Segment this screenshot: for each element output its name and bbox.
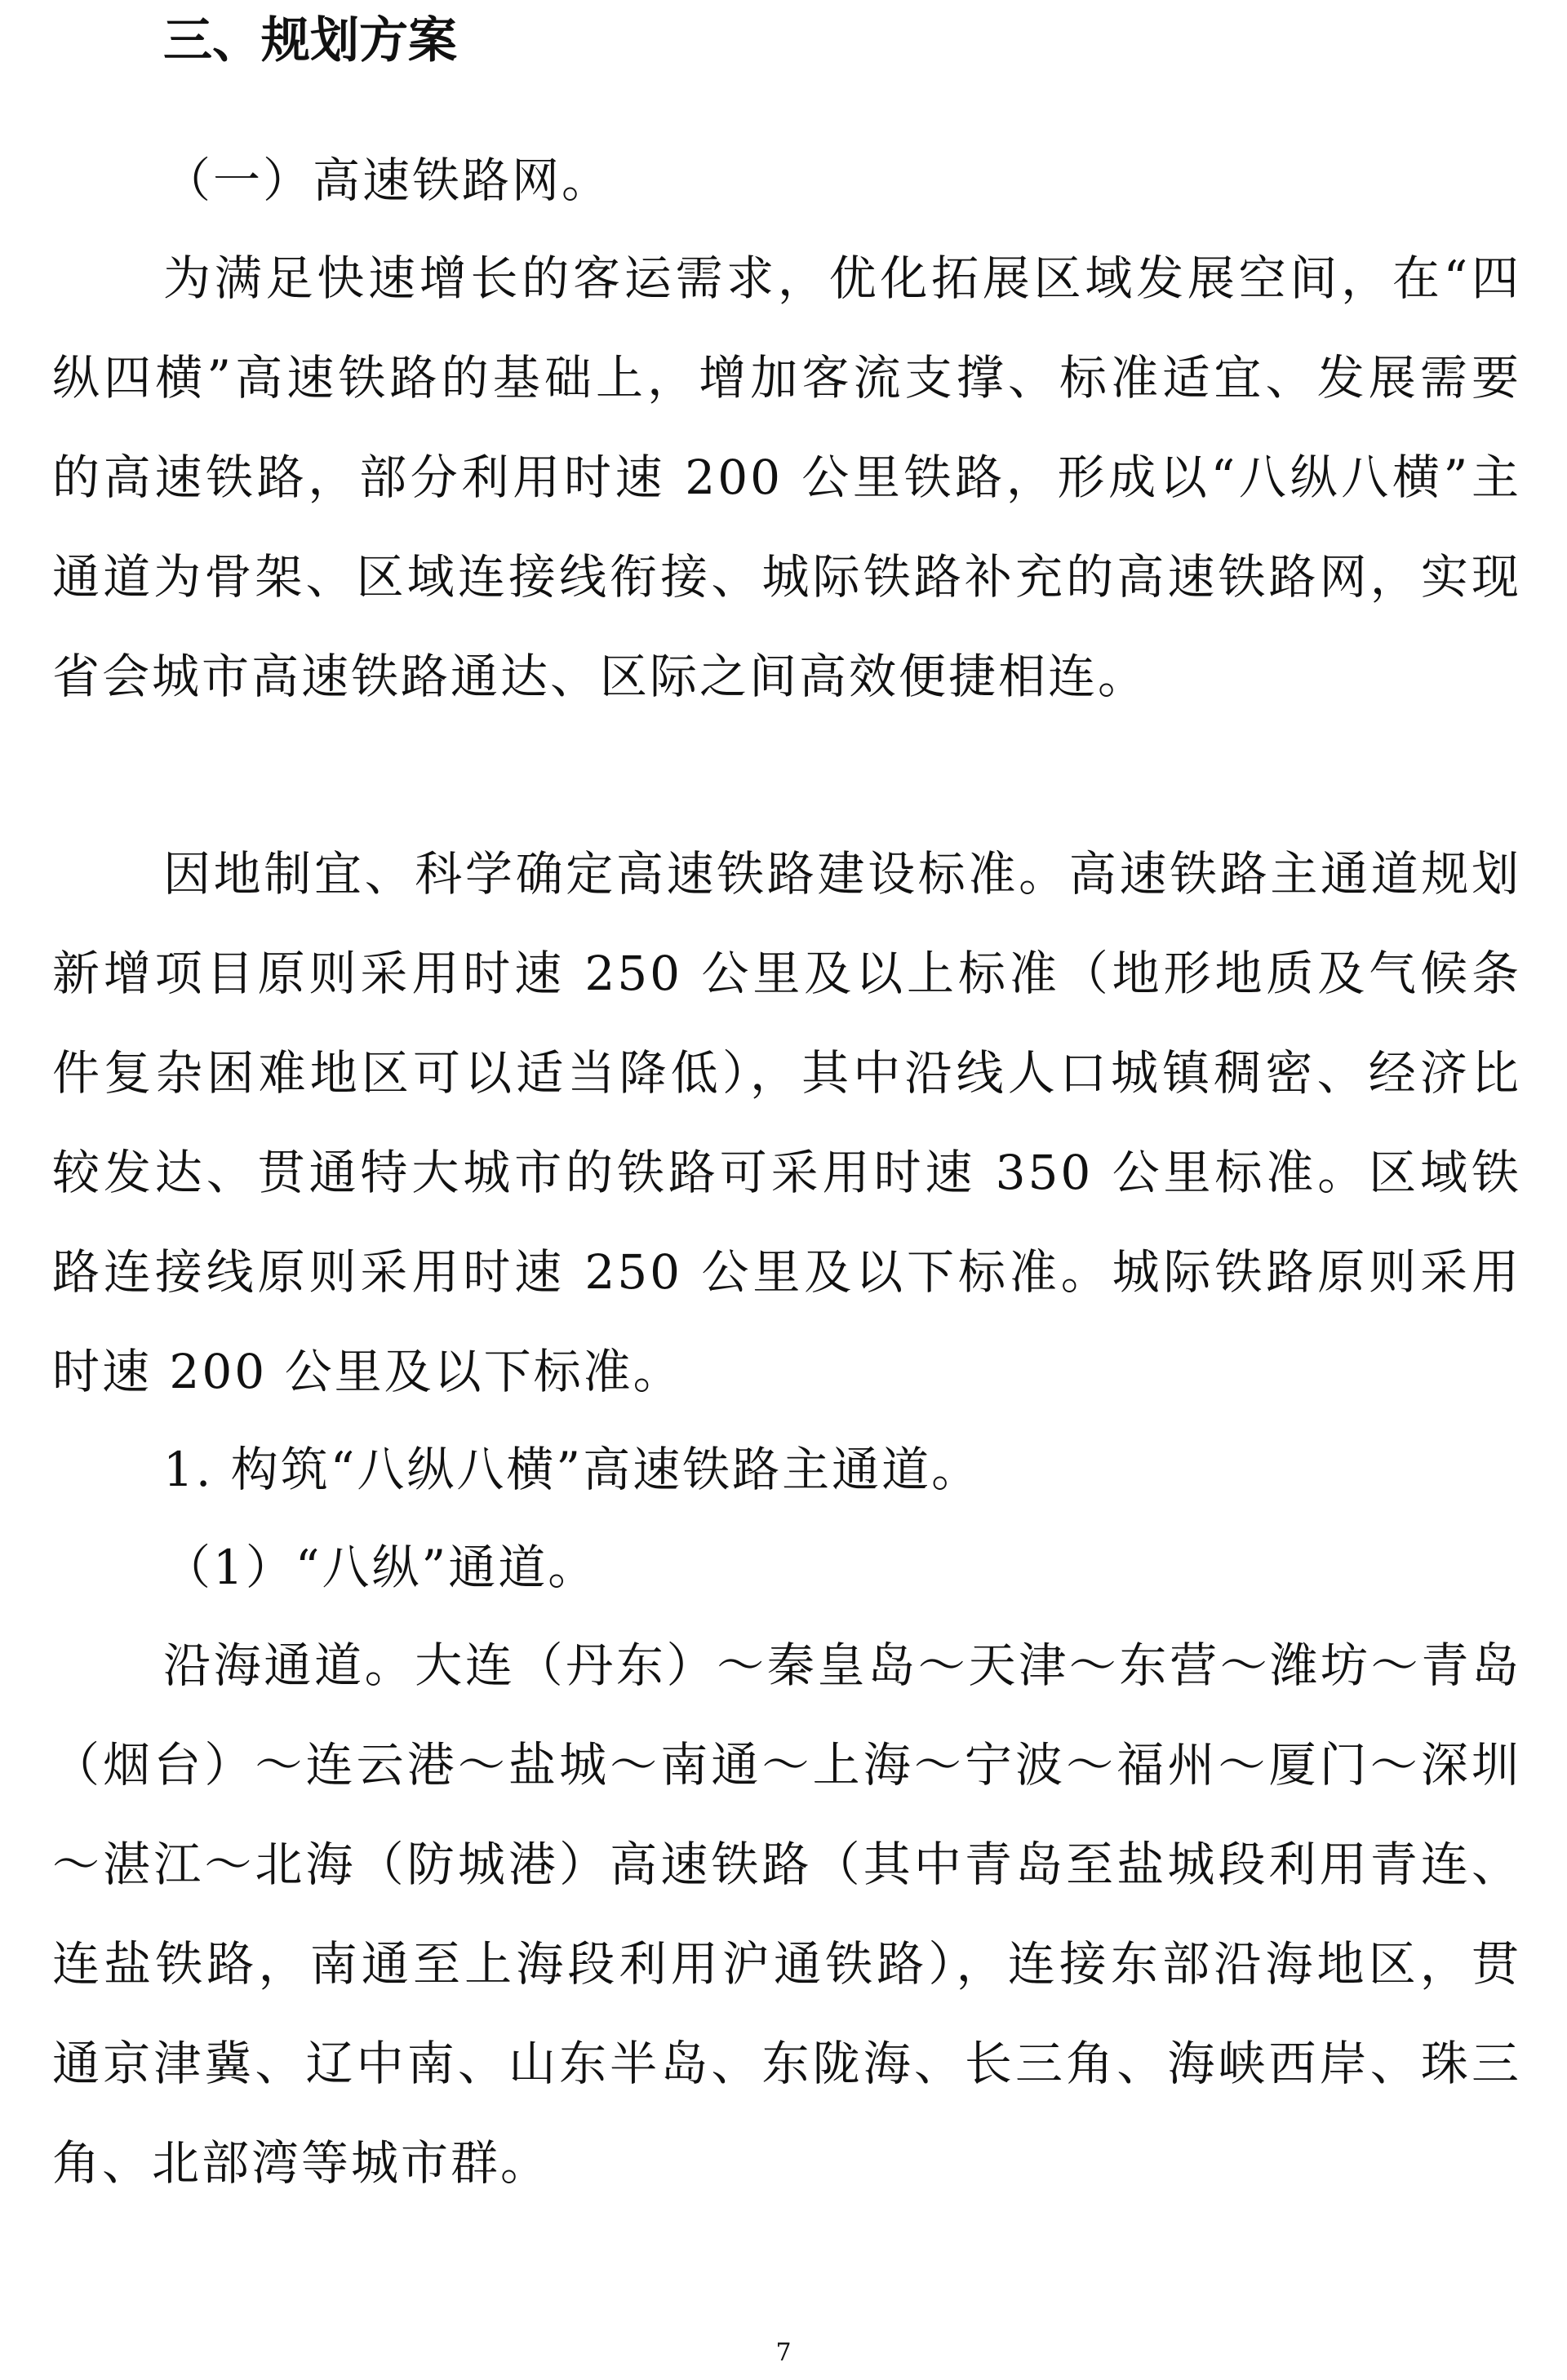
page-number: 7 bbox=[775, 2338, 792, 2367]
item-heading: （1）“八纵”通道。 bbox=[163, 1540, 598, 1595]
section-heading: 三、规划方案 bbox=[163, 12, 457, 69]
paragraph-coastal-corridor: 沿海通道。大连（丹东）～秦皇岛～天津～东营～潍坊～青岛（烟台）～连云港～盐城～南通～上海～宁波～福州～厦门～深圳～湛江～北海（防城港）高速铁路（其中青岛至盐城段利用青连、连盐铁路，南通至上海段利用沪通铁路），连接东部沿海地区，贯通京津冀、辽中南、山东半岛、东陇海、长三角、海峡西岸、珠三角、北部湾等城市群。 bbox=[52, 1638, 1521, 2191]
paragraph-intro: 为满足快速增长的客运需求，优化拓展区域发展空间，在“四纵四横”高速铁路的基础上，增加客流支撑、标准适宜、发展需要的高速铁路，部分利用时速 200 公里铁路，形成以“八纵八横”主通道为骨架、区域连接线衔接、城际铁路补充的高速铁路网，实现省会城市高速铁路通达、区际之间高效便捷相连。 bbox=[52, 250, 1521, 704]
paragraph-standards: 因地制宜、科学确定高速铁路建设标准。高速铁路主通道规划新增项目原则采用时速 250 公里及以上标准（地形地质及气候条件复杂困难地区可以适当降低），其中沿线人口城镇稠密、经济比较发达、贯通特大城市的铁路可采用时速 350 公里标准。区域铁路连接线原则采用时速 250 公里及以下标准。城际铁路原则采用时速 200 公里及以下标准。 bbox=[52, 846, 1521, 1399]
numbered-heading: 1. 构筑“八纵八横”高速铁路主通道。 bbox=[163, 1442, 982, 1497]
subsection-heading: （一）高速铁路网。 bbox=[163, 153, 612, 208]
